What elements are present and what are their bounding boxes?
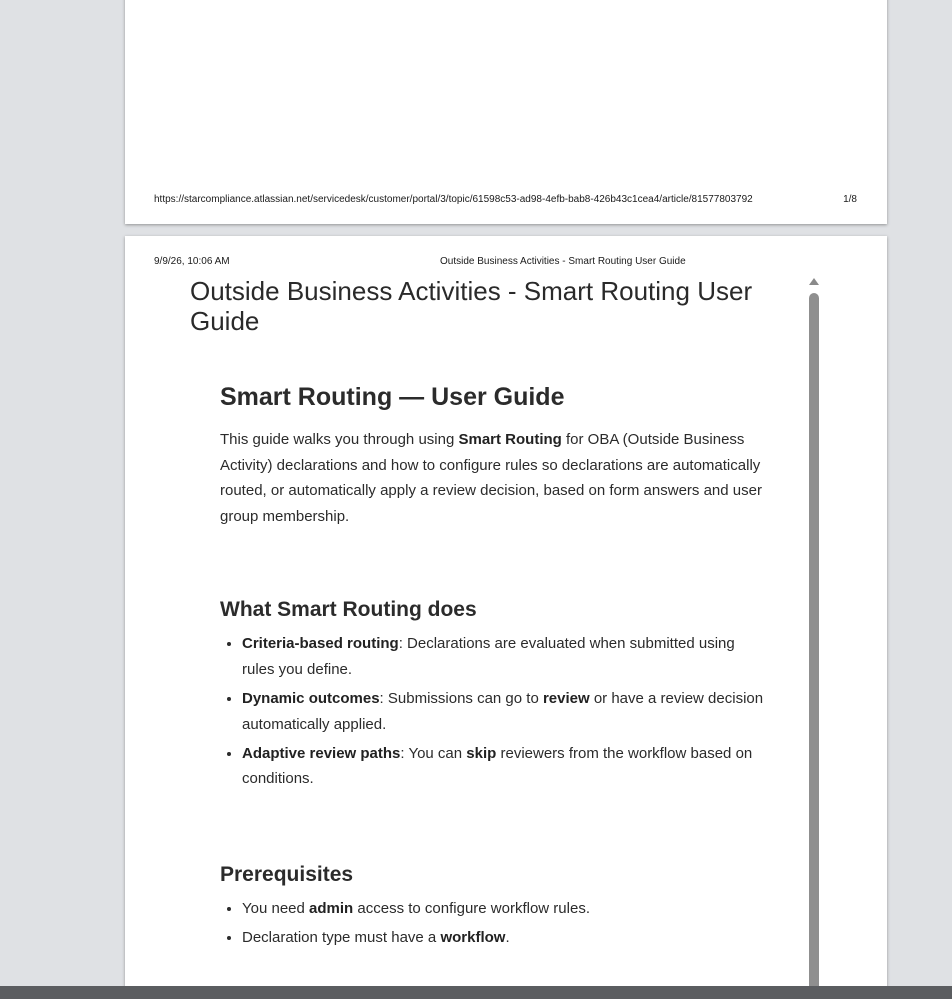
prerequisite-list — [220, 896, 770, 951]
page-header-date: 9/9/26, 10:06 AM — [154, 256, 230, 267]
pdf-page-2 — [125, 236, 887, 999]
article-heading: Smart Routing — User Guide — [220, 383, 565, 411]
triangle-up-icon[interactable] — [809, 278, 819, 285]
scrollbar-thumb[interactable] — [809, 293, 819, 999]
list-item: • Dynamic outcomes: Submissions can go to review or have a review decision automatically applied. — [242, 686, 770, 737]
document-title: Outside Business Activities - Smart Routing User Guide — [190, 276, 753, 336]
list-item: • You need admin access to configure workflow rules. — [242, 896, 770, 922]
section-heading: Prerequisites — [220, 862, 354, 886]
page-footer-url[interactable]: https://starcompliance.atlassian.net/servicedesk/customer/portal/3/topic/61598c53-ad98-4efb-bab8-426b43c1cea4/article/81577803792 — [154, 194, 753, 205]
section-what-smart-routing-does — [220, 597, 770, 792]
viewer-bottom-bar — [0, 986, 952, 999]
list-item: • Declaration type must have a workflow. — [242, 925, 770, 951]
feature-list — [220, 631, 770, 792]
section-prerequisites — [220, 862, 770, 951]
embedded-scrollbar[interactable] — [808, 276, 820, 999]
section-heading: What Smart Routing does — [220, 598, 477, 622]
list-item: • Adaptive review paths: You can skip reviewers from the workflow based on conditions. — [242, 741, 770, 792]
intro-paragraph: This guide walks you through using Smart Routing for OBA (Outside Business Activity) declarations and how to configure rules so declarations are automatically routed, or automatically apply a review decision, based on form answers and user group membership. — [220, 431, 762, 525]
page-header-title: Outside Business Activities - Smart Routing User Guide — [440, 256, 686, 267]
list-item: • Criteria-based routing: Declarations are evaluated when submitted using rules you define. — [242, 631, 770, 682]
article-content — [220, 381, 770, 954]
pdf-page-1 — [125, 0, 887, 224]
page-number: 1/8 — [843, 194, 857, 205]
